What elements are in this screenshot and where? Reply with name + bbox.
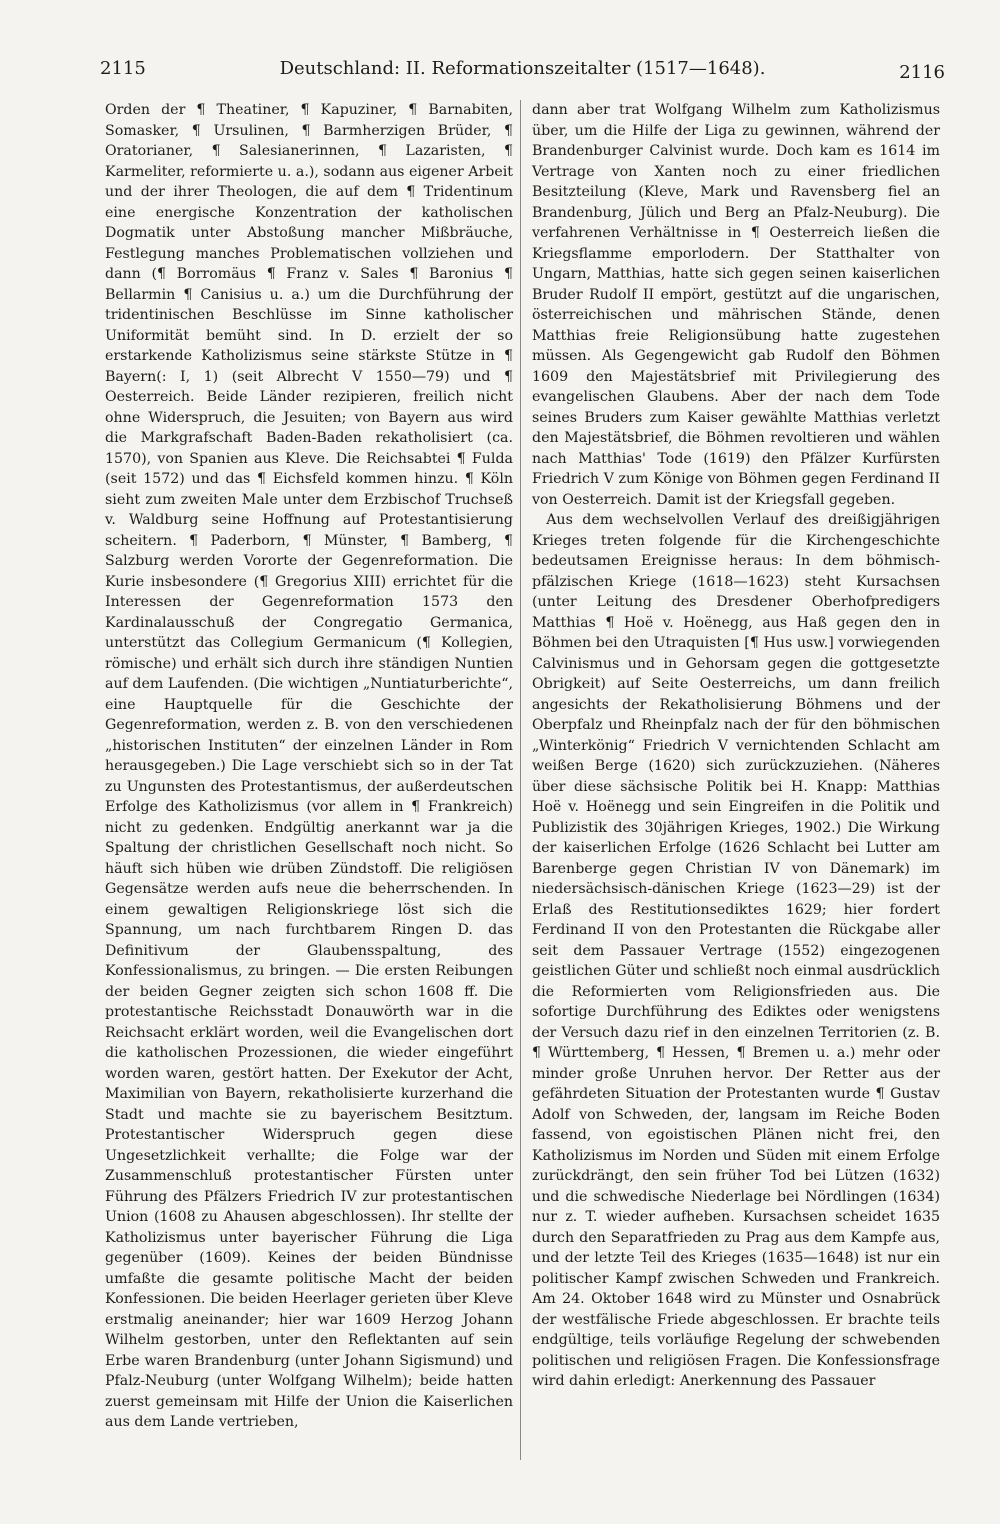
page-number-left: 2115 (100, 58, 146, 79)
page-number-right: 2116 (899, 62, 945, 83)
left-column (105, 100, 513, 1433)
right-column (532, 100, 940, 1392)
column-divider (520, 100, 521, 1460)
running-header (100, 58, 945, 88)
paragraph: Orden der ¶ Theatiner, ¶ Kapuziner, ¶ Barnabiten, Somasker, ¶ Ursulinen, ¶ Barmherzigen Brüder, ¶ Oratorianer, ¶ Salesianerinnen, ¶ Lazaristen, ¶ Karmeliter, reformierte u. a.), sodann aus eigener Arbeit und der ihrer Theologen, die auf dem ¶ Tridentinum eine energische Konzentration der katholischen Dogmatik unter Abstoßung mancher Mißbräuche, Festlegung manches Problematischen vollziehen und dann (¶ Borromäus ¶ Franz v. Sales ¶ Baronius ¶ Bellarmin ¶ Canisius u. a.) um die Durchführung der tridentinischen Beschlüsse im Sinne katholischer Uniformität bemüht sind. In D. erzielt der so erstarkende Katholizismus seine stärkste Stütze in ¶ Bayern(: I, 1) (seit Albrecht V 1550—79) und ¶ Oesterreich. Beide Länder rezipieren, freilich nicht ohne Widerspruch, die Jesuiten; von Bayern aus wird die Markgrafschaft Baden-Baden rekatholisiert (ca. 1570), von Spanien aus Kleve. Die Reichsabtei ¶ Fulda (seit 1572) und das ¶ Eichsfeld kommen hinzu. ¶ Köln sieht zum zweiten Male unter dem Erzbischof Truchseß v. Waldburg seine Hoffnung auf Protestantisierung scheitern. ¶ Paderborn, ¶ Münster, ¶ Bamberg, ¶ Salzburg werden Vororte der Gegenreformation. Die Kurie insbesondere (¶ Gregorius XIII) errichtet für die Interessen der Gegenreformation 1573 den Kardinalausschuß der Congregatio Germanica, unterstützt das Collegium Germanicum (¶ Kollegien, römische) und erhält sich durch ihre ständigen Nuntien auf dem Laufenden. (Die wichtigen „Nuntiaturberichte“, eine Hauptquelle für die Geschichte der Gegenreformation, werden z. B. von den verschiedenen „historischen Instituten“ der einzelnen Länder in Rom herausgegeben.) Die Lage verschiebt sich so in der Tat zu Ungunsten des Protestantismus, der außerdeutschen Erfolge des Katholizismus (vor allem in ¶ Frankreich) nicht zu gedenken. Endgültig anerkannt war ja die Spaltung der christlichen Gesellschaft noch nicht. So häuft sich hüben wie drüben Zündstoff. Die religiösen Gegensätze werden aufs neue die beherrschenden. In einem gewaltigen Religionskriege löst sich die Spannung, um nach furchtbarem Ringen D. das Definitivum der Glaubensspaltung, des Konfessionalismus, zu bringen. — Die ersten Reibungen der beiden Gegner zeigten sich schon 1608 ff. Die protestantische Reichsstadt Donauwörth war in die Reichsacht erklärt worden, weil die Evangelischen dort die katholischen Prozessionen, die wieder eingeführt worden waren, gestört hatten. Der Exekutor der Acht, Maximilian von Bayern, rekatholisierte kurzerhand die Stadt und machte sie zu bayerischem Besitztum. Protestantischer Widerspruch gegen diese Ungesetzlichkeit verhallte; die Folge war der Zusammenschluß protestantischer Fürsten unter Führung des Pfälzers Friedrich IV zur protestantischen Union (1608 zu Ahausen abgeschlossen). Ihr stellte der Katholizismus unter bayerischer Führung die Liga gegenüber (1609). Keines der beiden Bündnisse umfaßte die gesamte politische Macht der beiden Konfessionen. Die beiden Heerlager gerieten über Kleve erstmalig aneinander; hier war 1609 Herzog Johann Wilhelm gestorben, unter den Reflektanten auf sein Erbe waren Brandenburg (unter Johann Sigismund) und Pfalz-Neuburg (unter Wolfgang Wilhelm); beide hatten zuerst gemeinsam mit Hilfe der Union die Kaiserlichen aus dem Lande vertrieben, (105, 102, 513, 1430)
running-title: Deutschland: II. Reformationszeitalter (1517—1648). (279, 58, 766, 79)
paragraph: dann aber trat Wolfgang Wilhelm zum Katholizismus über, um die Hilfe der Liga zu gewinnen, während der Brandenburger Calvinist wurde. Doch kam es 1614 im Vertrage von Xanten noch zu einer friedlichen Besitzteilung (Kleve, Mark und Ravensberg fiel an Brandenburg, Jülich und Berg an Pfalz-Neuburg). Die verfahrenen Verhältnisse in ¶ Oesterreich ließen die Kriegsflamme emporlodern. Der Statthalter von Ungarn, Matthias, hatte sich gegen seinen kaiserlichen Bruder Rudolf II empört, gestützt auf die ungarischen, österreichischen und mährischen Stände, denen Matthias freie Religionsübung hatte zugestehen müssen. Als Gegengewicht gab Rudolf den Böhmen 1609 den Majestätsbrief mit Privilegierung des evangelischen Glaubens. Aber der nach dem Tode seines Bruders zum Kaiser gewählte Matthias verletzt den Majestätsbrief, die Böhmen revoltieren und wählen nach Matthias' Tode (1619) den Pfälzer Kurfürsten Friedrich V zum Könige von Böhmen gegen Ferdinand II von Oesterreich. Damit ist der Kriegsfall gegeben. (532, 102, 940, 508)
paragraph: Aus dem wechselvollen Verlauf des dreißigjährigen Krieges treten folgende für die Kirchengeschichte bedeutsamen Ereignisse heraus: In dem böhmisch-pfälzischen Kriege (1618—1623) steht Kursachsen (unter Leitung des Dresdener Oberhofpredigers Matthias ¶ Hoë v. Hoënegg, aus Haß gegen den in Böhmen bei den Utraquisten [¶ Hus usw.] vorwiegenden Calvinismus und in Gehorsam gegen die gottgesetzte Obrigkeit) auf Seite Oesterreichs, um dann freilich angesichts der Rekatholisierung Böhmens und der Oberpfalz und Rheinpfalz nach der für den böhmischen „Winterkönig“ Friedrich V vernichtenden Schlacht am weißen Berge (1620) sich zurückzuziehen. (Näheres über diese sächsische Politik bei H. Knapp: Matthias Hoë v. Hoënegg und sein Eingreifen in die Politik und Publizistik des 30jährigen Krieges, 1902.) Die Wirkung der kaiserlichen Erfolge (1626 Schlacht bei Lutter am Barenberge gegen Christian IV von Dänemark) im niedersächsisch-dänischen Kriege (1623—29) ist der Erlaß des Restitutionsediktes 1629; hier fordert Ferdinand II von den Protestanten die Rückgabe aller seit dem Passauer Vertrage (1552) eingezogenen geistlichen Güter und schließt noch einmal ausdrücklich die Reformierten vom Religionsfrieden aus. Die sofortige Durchführung des Ediktes oder wenigstens der Versuch dazu rief in den einzelnen Territorien (z. B. ¶ Württemberg, ¶ Hessen, ¶ Bremen u. a.) mehr oder minder große Unruhen hervor. Der Retter aus der gefährdeten Situation der Protestanten wurde ¶ Gustav Adolf von Schweden, der, langsam im Reiche Boden fassend, von egoistischen Plänen nicht frei, den Katholizismus im Norden und Süden mit einem Erfolge zurückdrängt, den sein früher Tod bei Lützen (1632) und die schwedische Niederlage bei Nördlingen (1634) nur z. T. wieder aufheben. Kursachsen scheidet 1635 durch den Separatfrieden zu Prag aus dem Kampfe aus, und der letzte Teil des Krieges (1635—1648) ist nur ein politischer Kampf zwischen Schweden und Frankreich. Am 24. Oktober 1648 wird zu Münster und Osnabrück der westfälische Friede abgeschlossen. Er brachte teils endgültige, teils vorläufige Regelung der schwebenden politischen und religiösen Fragen. Die Konfessionsfrage wird dahin erledigt: Anerkennung des Passauer (532, 512, 940, 1389)
